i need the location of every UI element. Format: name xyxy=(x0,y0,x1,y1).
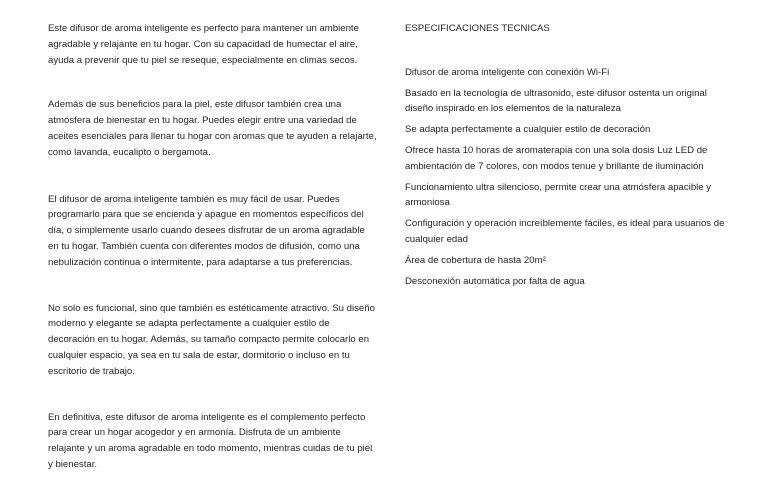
spec-item: Ofrece hasta 10 horas de aromaterapia con una sola dosis Luz LED de ambientación de 7 colores, con modos tenue y brillante de iluminación xyxy=(405,144,708,172)
description-column xyxy=(48,21,378,502)
spec-item: Configuración y operación increíblemente fáciles, es ideal para usuarios de cualquier edad xyxy=(405,218,725,245)
spec-item: Se adapta perfectamente a cualquier estilo de decoración xyxy=(405,124,651,136)
specifications-heading: ESPECIFICACIONES TECNICAS xyxy=(405,23,550,34)
spec-item: Basado en la tecnología de ultrasonido, este difusor ostenta un original diseño inspirado en los elementos de la naturaleza xyxy=(405,87,707,115)
spec-item: Desconexión automática por falta de agua xyxy=(405,275,585,287)
description-paragraph: En definitiva, este difusor de aroma inteligente es el complemento perfecto para crear un hogar acogedor y en armonía. Disfruta de un ambiente relajante y un aroma agradable en todo momento, mientras cuidas de tu piel y bienestar. xyxy=(48,411,373,470)
spec-item: Área de cobertura de hasta 20m² xyxy=(405,254,546,266)
spec-item: Difusor de aroma inteligente con conexión Wi-Fi xyxy=(405,66,610,78)
description-paragraph: El difusor de aroma inteligente también es muy fácil de usar. Puedes programarlo para que se encienda y apague en momentos específicos del día, o simplemente usarlo cuando desees disfrutar de un aroma agradable en tu hogar. También cuenta con diferentes modos de difusión, como una nebulización continua o intermitente, para adaptarse a tus preferencias. xyxy=(48,193,365,268)
description-paragraph: No solo es funcional, sino que también es estéticamente atractivo. Su diseño moderno y elegante se adapta perfectamente a cualquier estilo de decoración en tu hogar. Además, su tamaño compacto permite colocarlo en cualquier espacio, ya sea en tu sala de estar, dormitorio o incluso en tu escritorio de trabajo. xyxy=(48,302,375,377)
description-paragraph: Este difusor de aroma inteligente es perfecto para mantener un ambiente agradable y relajante en tu hogar. Con su capacidad de humectar el aire, ayuda a prevenir que tu piel se reseque, especialmente en climas secos. xyxy=(48,23,359,66)
specifications-list xyxy=(405,65,735,290)
spec-item: Funcionamiento ultra silencioso, permite crear una atmósfera apacible y armoniosa xyxy=(405,181,712,209)
description-paragraph: Además de sus beneficios para la piel, este difusor también crea una atmósfera de bienestar en tu hogar. Puedes elegir entre una variedad de aceites esenciales para llenar tu hogar con aromas que te ayuden a relajarte, como lavanda, eucalipto o bergamota. xyxy=(48,99,377,158)
specifications-column xyxy=(405,21,735,294)
